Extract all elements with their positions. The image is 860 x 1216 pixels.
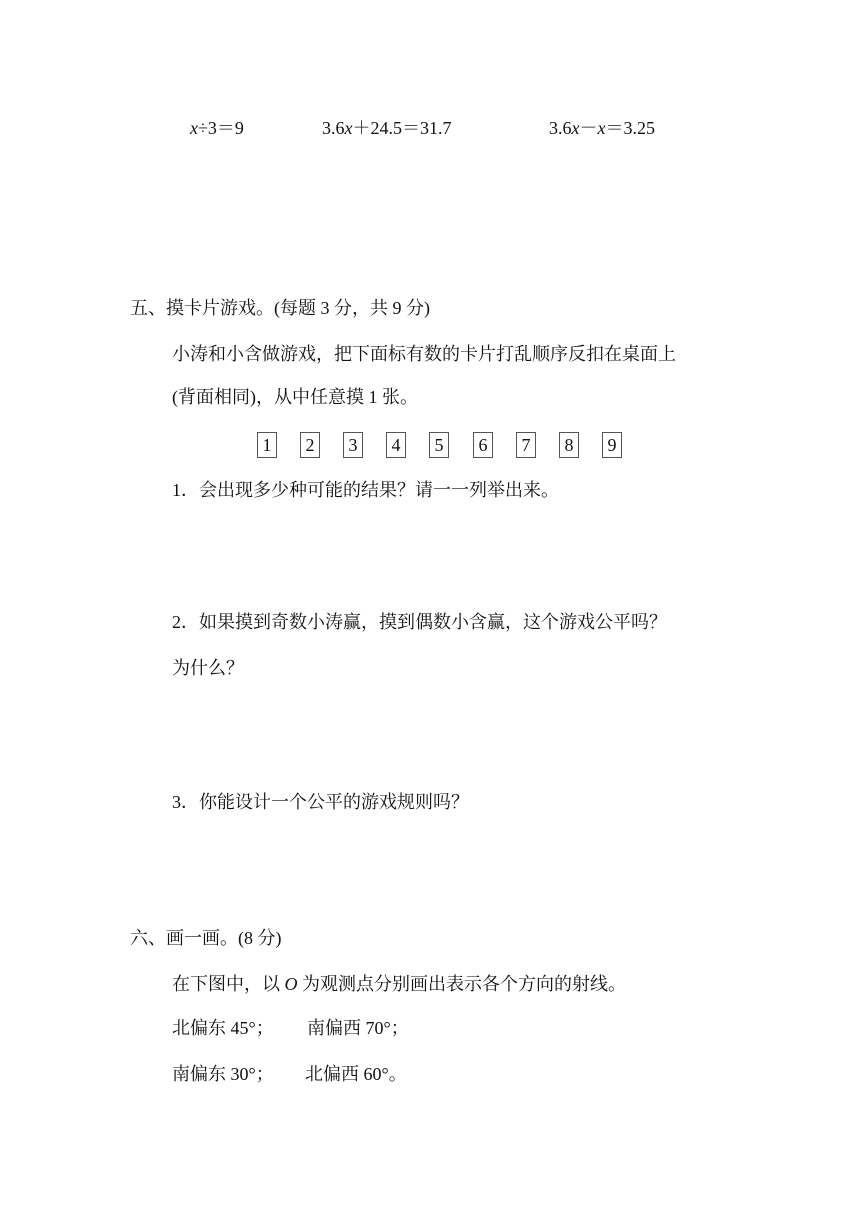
number-card: 7 bbox=[516, 432, 536, 458]
number-card: 3 bbox=[343, 432, 363, 458]
direction-1: 北偏东 45°； bbox=[172, 1018, 274, 1038]
question-1: 1．会出现多少种可能的结果？请一一列举出来。 bbox=[172, 480, 559, 500]
section5-intro-line1: 小涛和小含做游戏，把下面标有数的卡片打乱顺序反扣在桌面上 bbox=[172, 344, 676, 364]
section6-instruction: 在下图中，以 O 为观测点分别画出表示各个方向的射线。 bbox=[172, 974, 626, 994]
equation-2: 3.6x＋24.5＝31.7 bbox=[322, 118, 452, 138]
section6-heading: 六、画一画。(8 分) bbox=[130, 928, 282, 948]
section5-intro-line2: (背面相同)，从中任意摸 1 张。 bbox=[172, 387, 418, 407]
number-card: 9 bbox=[602, 432, 622, 458]
number-card: 8 bbox=[559, 432, 579, 458]
equation-3: 3.6x－x＝3.25 bbox=[549, 118, 655, 138]
question-3: 3．你能设计一个公平的游戏规则吗？ bbox=[172, 792, 469, 812]
number-card: 4 bbox=[386, 432, 406, 458]
number-card: 6 bbox=[473, 432, 493, 458]
number-card: 2 bbox=[300, 432, 320, 458]
section5-heading: 五、摸卡片游戏。(每题 3 分，共 9 分) bbox=[130, 298, 430, 318]
direction-3: 南偏东 30°； bbox=[172, 1064, 274, 1084]
number-card: 1 bbox=[257, 432, 277, 458]
question-2-line1: 2．如果摸到奇数小涛赢，摸到偶数小含赢，这个游戏公平吗？ bbox=[172, 612, 667, 632]
question-2-line2: 为什么？ bbox=[172, 658, 244, 678]
equation-1: x÷3＝9 bbox=[190, 118, 244, 138]
direction-4: 北偏西 60°。 bbox=[305, 1064, 407, 1084]
number-card: 5 bbox=[429, 432, 449, 458]
direction-2: 南偏西 70°； bbox=[307, 1018, 409, 1038]
